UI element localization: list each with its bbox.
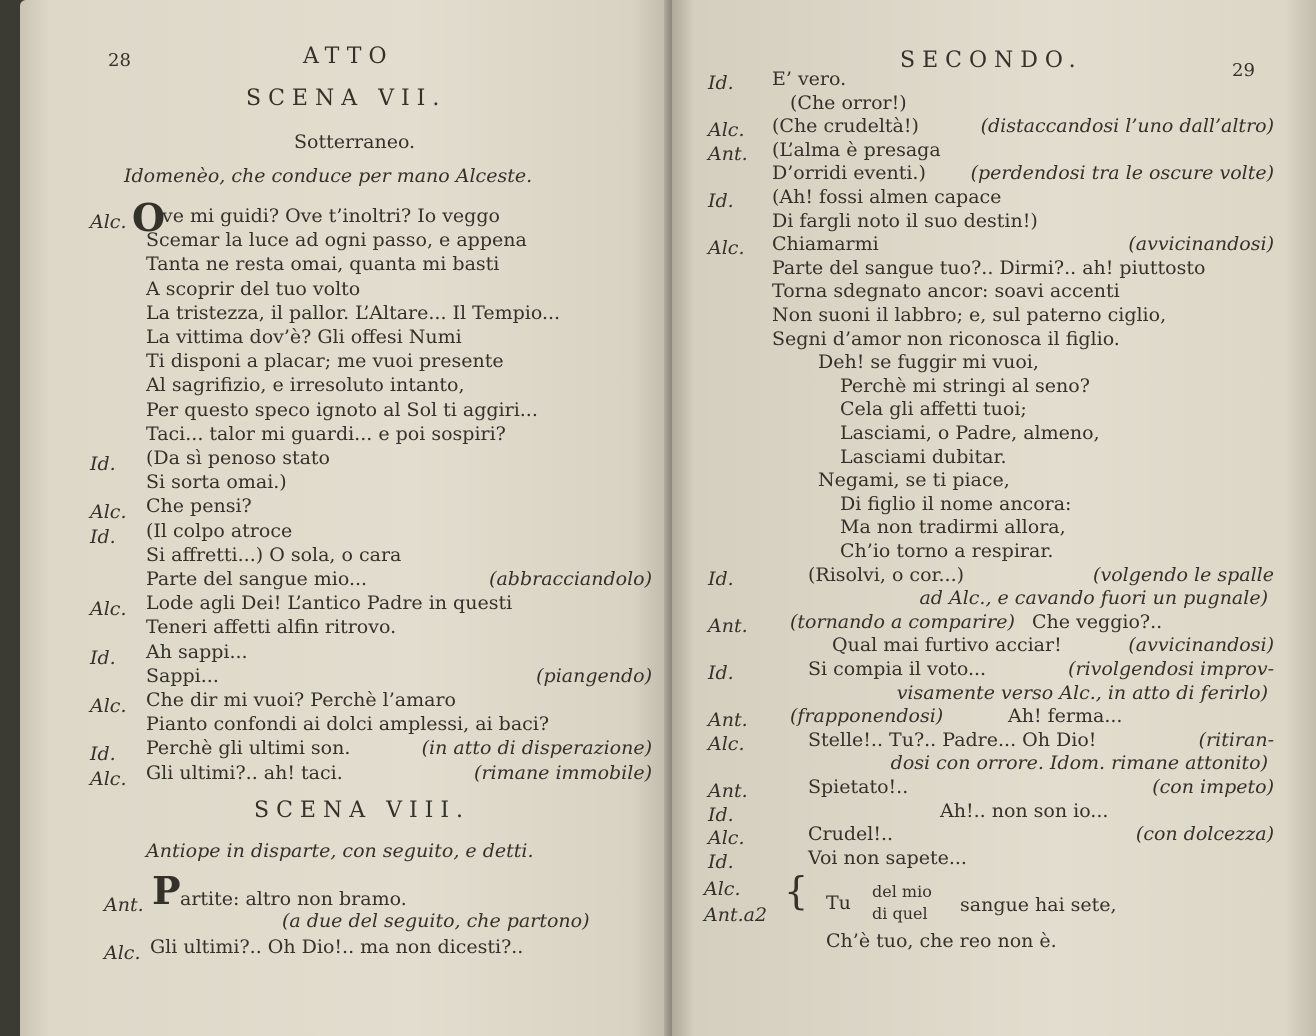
dialogue-line: Ma non tradirmi allora,: [840, 516, 1066, 539]
right-page: [672, 0, 1316, 1036]
stage-direction: Idomenèo, che conduce per mano Alceste.: [124, 165, 533, 187]
dialogue-line: Chiamarmi: [772, 233, 879, 256]
dialogue-line: Al sagrifizio, e irresoluto intanto,: [146, 374, 465, 397]
speaker-label: Alc.: [708, 119, 745, 142]
speaker-label: Id.: [708, 803, 734, 826]
dialogue-line: Scemar la luce ad ogni passo, e appena: [146, 229, 527, 252]
dialogue-line: Qual mai furtivo acciar!: [832, 634, 1062, 657]
dialogue-line: (L’alma è presaga: [772, 138, 941, 161]
dialogue-line: Ah!.. non son io...: [940, 799, 1109, 822]
stage-direction-line: visamente verso Alc., in atto di ferirlo): [896, 681, 1268, 704]
page-number: 28: [108, 50, 131, 71]
speaker-label: Alc.: [90, 767, 127, 790]
dialogue-line: Spietato!..: [808, 776, 909, 798]
speaker-label: Id.: [708, 850, 734, 873]
speaker-label: Alc.: [90, 695, 127, 717]
speaker-label: Id.: [708, 567, 734, 590]
speaker-label: Id.: [708, 72, 734, 94]
dialogue-line: (Che orror!): [790, 91, 907, 114]
duet-word: Tu: [826, 892, 851, 914]
dialogue-line: Parte del sangue tuo?.. Dirmi?.. ah! piuttosto: [772, 256, 1206, 279]
dialogue-line: Lasciami dubitar.: [840, 445, 1007, 468]
dialogue-line: Tanta ne resta omai, quanta mi basti: [146, 253, 500, 276]
stage-direction-line: (volgendo le spalle: [1093, 563, 1274, 586]
stage-direction-line: (piangendo): [536, 664, 652, 687]
speaker-label: Alc.: [90, 211, 127, 233]
speaker-label: Id.: [90, 525, 116, 548]
stage-direction-line: (frapponendosi): [790, 705, 944, 728]
dialogue-line: (Che crudeltà!): [772, 115, 919, 138]
dialogue-line: Gli ultimi?.. Oh Dio!.. ma non dicesti?..: [150, 936, 524, 958]
dialogue-line: Lasciami, o Padre, almeno,: [840, 422, 1100, 444]
dialogue-line: Taci... talor mi guardi... e poi sospiri?: [146, 422, 506, 445]
dialogue-line: Teneri affetti alfin ritrovo.: [146, 616, 397, 639]
dialogue-line: Voi non sapete...: [808, 846, 967, 869]
stage-direction-line: (avvicinandosi): [1128, 634, 1274, 657]
dialogue-line: Perchè mi stringi al seno?: [840, 374, 1090, 397]
left-page: [20, 0, 678, 1036]
dialogue-line: Non suoni il labbro; e, sul paterno ciglio,: [772, 304, 1167, 326]
speaker-label: Alc.: [90, 598, 127, 621]
stage-direction-2: Antiope in disparte, con seguito, e detti.: [146, 840, 534, 862]
dialogue-line: Parte del sangue mio...: [146, 568, 368, 590]
stage-direction-line: (distaccandosi l’uno dall’altro): [980, 115, 1274, 138]
speaker-label: Alc.: [90, 501, 127, 524]
dialogue-line: Che pensi?: [146, 495, 252, 518]
stage-direction-line: ad Alc., e cavando fuori un pugnale): [919, 587, 1268, 610]
scene-title-2: SCENA VIII.: [254, 798, 471, 823]
stage-direction-line: (in atto di disperazione): [421, 737, 652, 760]
running-head: ATTO: [303, 44, 394, 69]
dialogue-line: La tristezza, il pallor. L’Altare... Il Tempio...: [146, 301, 561, 324]
dialogue-line: Che veggio?..: [1032, 610, 1163, 633]
dialogue-line: (Ah! fossi almen capace: [772, 186, 1002, 208]
stage-direction-line: (tornando a comparire): [790, 610, 1015, 633]
brace-icon: {: [784, 869, 809, 913]
duet-word: del mio: [872, 882, 932, 901]
dialogue-line: Ti disponi a placar; me vuoi presente: [146, 350, 504, 373]
speaker-label: Ant.: [708, 614, 748, 637]
speaker-label: Id.: [90, 646, 116, 669]
dialogue-line: Di figlio il nome ancora:: [840, 492, 1072, 515]
speaker-label: Id.: [90, 453, 116, 475]
speaker-label: Ant.: [104, 894, 144, 916]
speaker-label: Ant.a2: [704, 904, 768, 926]
dialogue-line: Cela gli affetti tuoi;: [840, 398, 1027, 421]
dialogue-line: Pianto confondi ai dolci amplessi, ai baci?: [146, 713, 550, 736]
speaker-label: Alc.: [708, 237, 745, 260]
speaker-label: Alc.: [104, 942, 141, 964]
running-head: SECONDO.: [900, 48, 1083, 73]
stage-direction-line: (abbracciandolo): [489, 568, 652, 590]
duet-line: sangue hai sete,: [960, 894, 1117, 916]
dialogue-line: Stelle!.. Tu?.. Padre... Oh Dio!: [808, 728, 1097, 751]
speaker-label: Alc.: [704, 878, 741, 900]
speaker-label: Ant.: [708, 709, 748, 732]
dialogue-line: Di fargli noto il suo destin!): [772, 209, 1038, 232]
dialogue-line: E’ vero.: [772, 68, 847, 90]
page-number: 29: [1232, 60, 1255, 81]
dialogue-line: Ah! ferma...: [1008, 705, 1123, 728]
scene-title: SCENA VII.: [246, 86, 447, 111]
dialogue-line: (Il colpo atroce: [146, 519, 293, 542]
stage-direction-line: (ritiran-: [1198, 728, 1274, 751]
duet-word: di quel: [872, 904, 928, 923]
dialogue-line: Si affretti...) O sola, o cara: [146, 543, 402, 566]
speaker-label: Alc.: [708, 732, 745, 755]
speaker-label: Id.: [708, 662, 734, 684]
dialogue-line: Segni d’amor non riconosca il figlio.: [772, 327, 1120, 350]
dialogue-line: Ch’io torno a respirar.: [840, 540, 1054, 562]
stage-direction-line: (avvicinandosi): [1128, 233, 1274, 256]
speaker-label: Ant.: [708, 780, 748, 802]
dialogue-line: Sappi...: [146, 664, 219, 687]
dialogue-line: Per questo speco ignoto al Sol ti aggiri...: [146, 398, 538, 421]
dialogue-line: Ah sappi...: [146, 640, 248, 663]
stage-direction-line: (rivolgendosi improv-: [1068, 658, 1274, 680]
dialogue-line: Si sorta omai.): [146, 471, 287, 494]
dialogue-line: Negami, se ti piace,: [818, 469, 1010, 492]
speaker-label: Id.: [90, 743, 116, 766]
speaker-label: Ant.: [708, 142, 748, 165]
stage-direction-line: (perdendosi tra le oscure volte): [970, 162, 1274, 185]
dialogue-line: ve mi guidi? Ove t’inoltri? Io veggo: [162, 205, 500, 227]
stage-direction-line: (con impeto): [1152, 776, 1274, 798]
stage-direction-line: (con dolcezza): [1135, 823, 1274, 846]
dialogue-line: artite: altro non bramo.: [180, 888, 407, 910]
stage-direction-line: (a due del seguito, che partono): [282, 910, 590, 932]
stage-direction-line: (rimane immobile): [474, 761, 652, 784]
speaker-label: Id.: [708, 190, 734, 212]
scene-setting: Sotterraneo.: [294, 131, 416, 153]
dialogue-line: (Da sì penoso stato: [146, 447, 330, 469]
dialogue-line: Gli ultimi?.. ah! taci.: [146, 761, 343, 784]
drop-initial: P: [152, 868, 181, 913]
dialogue-line: A scoprir del tuo volto: [146, 277, 361, 300]
dialogue-line: Lode agli Dei! L’antico Padre in questi: [146, 592, 513, 615]
speaker-label: Alc.: [708, 827, 745, 850]
dialogue-line: Crudel!..: [808, 823, 894, 846]
dialogue-line: Deh! se fuggir mi vuoi,: [818, 351, 1039, 374]
stage-direction-line: dosi con orrore. Idom. rimane attonito): [890, 752, 1268, 775]
dialogue-line: La vittima dov’è? Gli offesi Numi: [146, 326, 462, 348]
duet-line: Ch’è tuo, che reo non è.: [826, 930, 1057, 952]
dialogue-line: Si compia il voto...: [808, 658, 987, 680]
dialogue-line: Che dir mi vuoi? Perchè l’amaro: [146, 689, 456, 711]
dialogue-line: D’orridi eventi.): [772, 162, 926, 185]
dialogue-line: Perchè gli ultimi son.: [146, 737, 351, 760]
drop-initial: O: [132, 195, 166, 240]
dialogue-line: Torna sdegnato ancor: soavi accenti: [772, 280, 1120, 303]
dialogue-line: (Risolvi, o cor...): [808, 563, 965, 586]
